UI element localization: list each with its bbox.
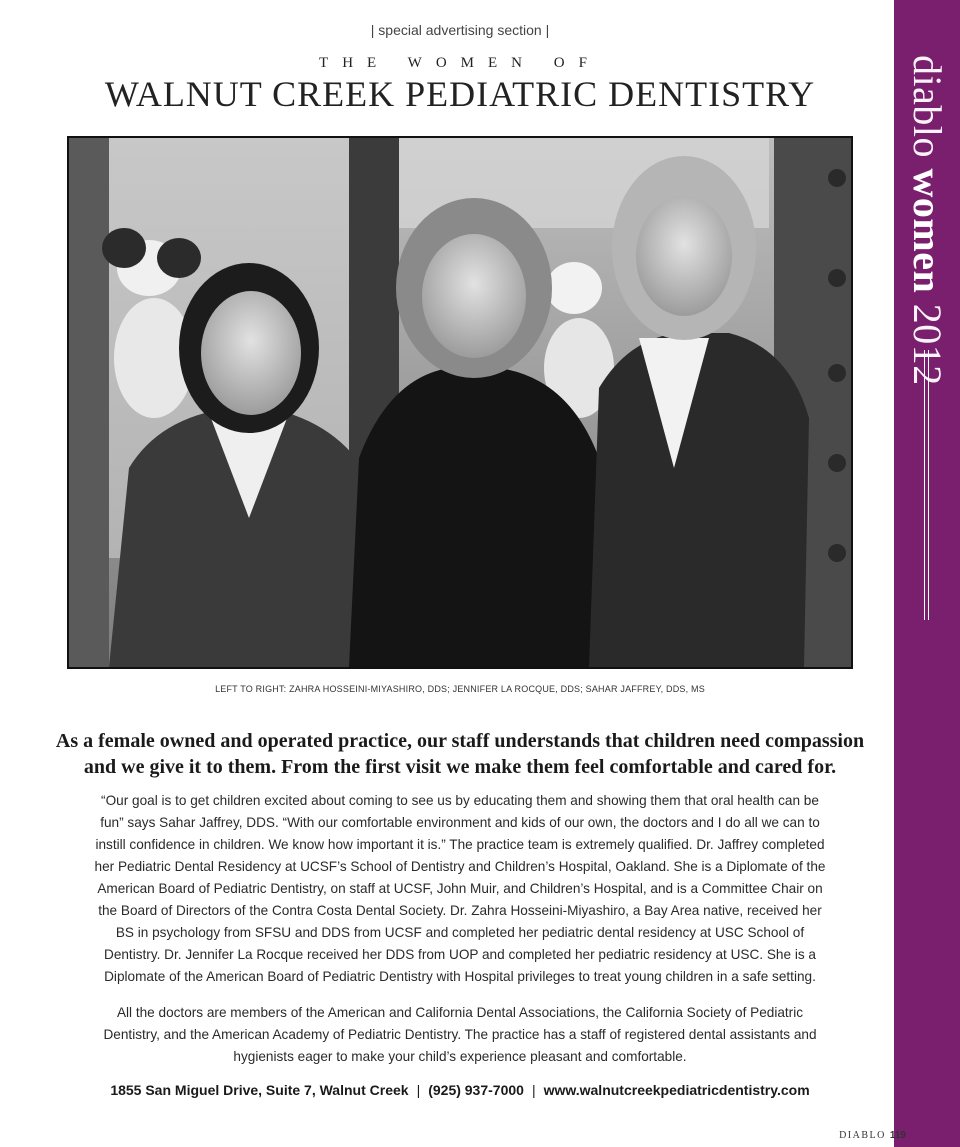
contact-separator: |: [416, 1082, 421, 1098]
group-photo: [67, 136, 853, 669]
body-paragraph-1: “Our goal is to get children excited about coming to see us by educating them and showing them that oral health can be fun” says Sahar Jaffrey, DDS. “With our comfortable environment and kids of our own, the doctors and I do all we can to instill confidence in children. We know how important it is.” The practice team is extremely qualified. Dr. Jaffrey completed her Pediatric Dental Residency at UCSF’s School of Dentistry and Children’s Hospital, Oakland. She is a Diplomate of the American Board of Pediatric Dentistry, on staff at UCSF, John Muir, and Children’s Hospital, and is a Committee Chair on the Board of Directors of the Contra Costa Dental Society. Dr. Zahra Hosseini-Miyashiro, a Bay Area native, received her BS in psychology from SFSU and DDS from UCSF and completed her pediatric dental residency at USC School of Dentistry. Dr. Jennifer La Rocque received her DDS from UOP and completed her pediatric residency at USC. She is a Diplomate of the American Board of Pediatric Dentistry with Hospital privileges to treat young children in a safe setting.: [94, 793, 826, 984]
page-folio: [839, 1130, 906, 1141]
folio-magazine: DIABLO: [839, 1130, 886, 1141]
sidebar-brand: diablo: [905, 55, 950, 158]
sidebar-double-rule: [924, 350, 929, 620]
page-title: WALNUT CREEK PEDIATRIC DENTISTRY: [104, 74, 816, 114]
sidebar-women: women: [905, 168, 950, 294]
contact-address: 1855 San Miguel Drive, Suite 7, Walnut Creek: [110, 1082, 409, 1098]
body-paragraph-2: All the doctors are members of the American and California Dental Associations, the California Society of Pediatric Dentistry, and the American Academy of Pediatric Dentistry. The practice has a staff of registered dental assistants and hygienists eager to make your child’s experience pleasant and comfortable.: [103, 1005, 817, 1064]
sidebar-year: 2012: [905, 303, 950, 386]
kicker: THE WOMEN OF: [319, 55, 601, 71]
contact-line: [0, 1082, 920, 1098]
contact-phone: (925) 937-7000: [428, 1082, 524, 1098]
photo-illustration: [69, 138, 851, 667]
lead-paragraph: As a female owned and operated practice, our staff understands that children need compassion and we give it to them. From the first visit we make them feel comfortable and cared for.: [55, 730, 865, 778]
folio-page-number: 119: [889, 1130, 906, 1141]
photo-caption: LEFT TO RIGHT: ZAHRA HOSSEINI-MIYASHIRO, DDS; JENNIFER LA ROCQUE, DDS; SAHAR JAFFREY, DDS, MS: [215, 684, 705, 694]
section-label: | special advertising section |: [370, 22, 550, 38]
contact-website-link[interactable]: www.walnutcreekpediatricdentistry.com: [543, 1082, 810, 1098]
contact-separator: |: [531, 1082, 536, 1098]
